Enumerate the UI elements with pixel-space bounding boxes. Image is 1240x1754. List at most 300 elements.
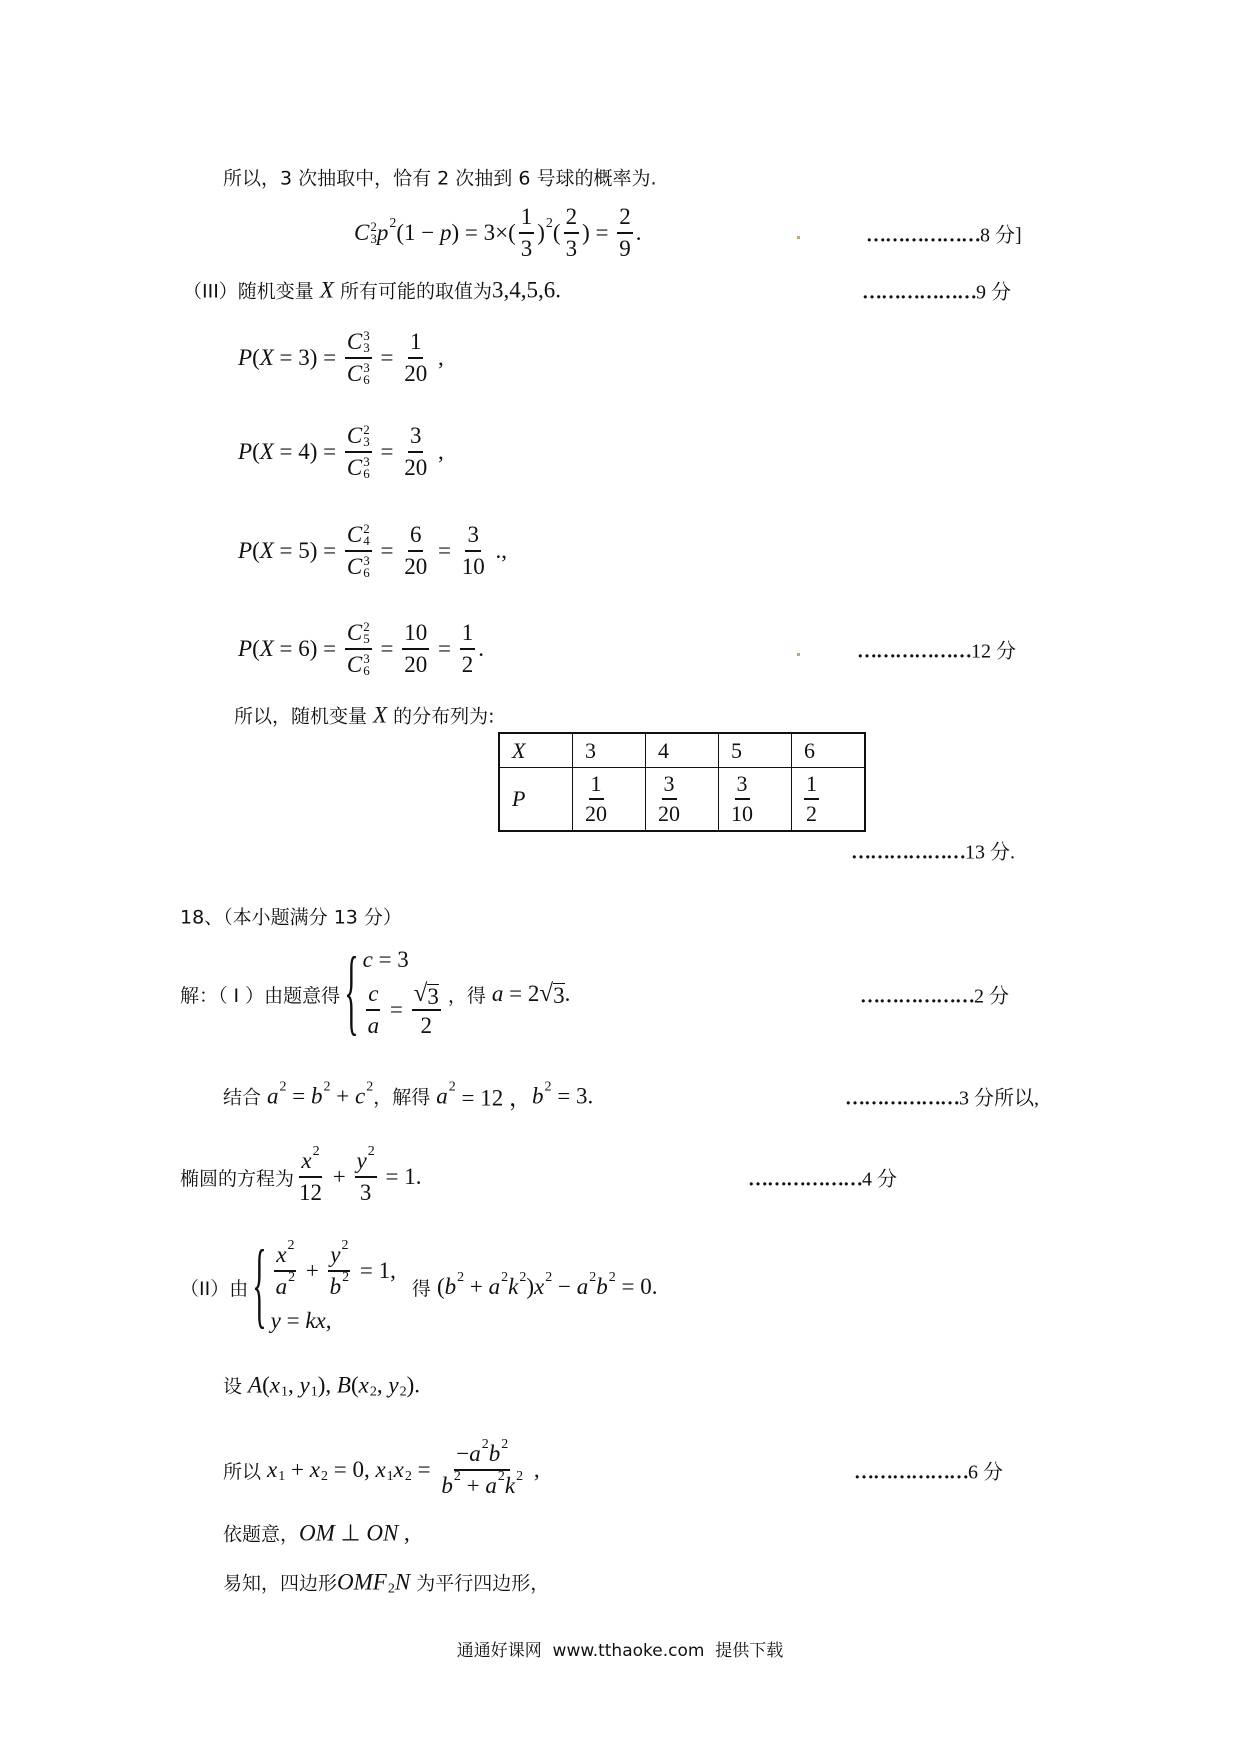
denominator: 20	[585, 801, 607, 826]
math-text: =	[374, 538, 400, 563]
math-text: ,	[398, 1520, 410, 1545]
superscript: 2	[544, 1079, 552, 1094]
fraction	[460, 520, 487, 582]
square-root	[414, 979, 439, 1009]
subscript: 1	[386, 1469, 394, 1484]
math-text: 3	[359, 1180, 372, 1205]
math-text: (	[252, 538, 260, 563]
prob-x6	[238, 618, 484, 680]
superscript: 2	[287, 1238, 295, 1253]
numerator	[617, 202, 633, 234]
math-variable: OMF	[337, 1569, 387, 1594]
solution-part-ii	[180, 1232, 658, 1339]
superscript: 2	[363, 422, 370, 437]
math-text: = 3.	[551, 1083, 594, 1108]
fraction	[345, 618, 372, 680]
math-text: =	[411, 1457, 437, 1482]
score-text: 3 分所以,	[959, 1087, 1039, 1110]
prob-x5	[238, 520, 507, 582]
fraction	[402, 520, 429, 582]
prob-x3	[238, 327, 444, 389]
system-row	[271, 1240, 396, 1302]
subscript: 1	[281, 1384, 288, 1399]
system-rows	[363, 947, 444, 1041]
score-dots: ………………	[866, 224, 980, 247]
math-text: ,	[432, 439, 444, 464]
score-9	[862, 276, 1011, 305]
numerator	[355, 1146, 377, 1178]
math-variable: a	[367, 1013, 380, 1038]
superscript: 2	[516, 1469, 524, 1484]
fraction	[297, 1146, 324, 1208]
denominator	[402, 552, 429, 582]
math-text: = 1,	[354, 1258, 396, 1283]
math-text: =	[374, 439, 400, 464]
math-text: =	[286, 1083, 312, 1108]
subscript: 6	[363, 663, 370, 678]
text: 为平行四边形，	[410, 1572, 550, 1595]
subscript: 2	[404, 1469, 412, 1484]
superscript: 2	[288, 1270, 296, 1285]
superscript: 2	[448, 1079, 456, 1094]
table-header-cell: 4	[646, 733, 719, 768]
text: 设	[223, 1375, 249, 1398]
score-dots: ………………	[748, 1168, 862, 1191]
numerator: 3	[735, 770, 750, 800]
math-variable: b	[488, 1441, 501, 1466]
math-text: = 2	[503, 981, 540, 1006]
fraction	[658, 770, 680, 828]
superscript: 3	[363, 328, 370, 343]
math-variable: C	[346, 361, 363, 386]
table-header-cell	[499, 733, 573, 768]
math-text: +	[464, 1274, 489, 1299]
equation-system	[344, 939, 444, 1046]
denominator	[519, 234, 535, 264]
subscript: 2	[399, 1384, 407, 1399]
numerator: 1	[589, 770, 604, 800]
math-variable: b	[311, 1083, 323, 1108]
table-cell	[646, 768, 719, 832]
math-variable: b	[532, 1083, 544, 1108]
numerator	[564, 202, 580, 234]
math-text: .	[564, 981, 571, 1006]
table-cell	[499, 768, 573, 832]
subscript: 2	[320, 1469, 328, 1484]
math-variable: y	[356, 1148, 367, 1173]
math-text: = 4) =	[273, 439, 342, 464]
denominator	[345, 359, 372, 389]
math-text: 20	[404, 455, 428, 480]
numerator	[345, 618, 372, 650]
denominator	[345, 453, 372, 483]
subscript: 6	[363, 466, 370, 481]
math-text: (	[262, 1372, 270, 1397]
math-text: −	[552, 1274, 577, 1299]
superscript: 2	[519, 1270, 527, 1285]
sup-sub	[363, 523, 370, 547]
numerator: 3	[662, 770, 677, 800]
math-variable: ON	[366, 1520, 399, 1545]
sup-sub	[363, 653, 370, 677]
superscript: 2	[608, 1270, 616, 1285]
system-row	[271, 1308, 396, 1334]
denominator	[460, 650, 476, 680]
math-variable: kx	[305, 1308, 326, 1333]
math-text: ,	[376, 1372, 389, 1397]
superscript: 2	[366, 1079, 374, 1094]
math-text: 3	[467, 522, 479, 547]
fraction	[274, 1240, 298, 1302]
math-text: 2	[420, 1013, 432, 1038]
numerator	[402, 618, 429, 650]
subscript: 5	[363, 631, 370, 646]
math-text: 6	[409, 522, 422, 547]
math-variable: C	[346, 652, 363, 677]
text: 的分布列为:	[387, 705, 495, 728]
superscript: 2	[363, 619, 370, 634]
math-variable: a	[491, 981, 504, 1006]
superscript: 2	[341, 1238, 349, 1253]
math-variable: B	[336, 1372, 351, 1397]
math-variable: y	[270, 1308, 281, 1333]
sup-sub	[363, 330, 370, 354]
cell-text: P	[512, 786, 526, 811]
denominator	[358, 1178, 374, 1208]
math-variable: X	[259, 439, 274, 464]
numerator: 1	[804, 770, 819, 800]
math-variable: b	[441, 1473, 453, 1498]
square-root	[539, 980, 564, 1008]
math-text: 10	[404, 620, 428, 645]
score-8	[866, 219, 1022, 248]
distribution-table	[498, 732, 866, 832]
fraction	[345, 520, 372, 582]
superscript: 2	[545, 216, 553, 231]
math-variable: C	[354, 220, 370, 245]
superscript: 3	[363, 454, 370, 469]
scan-speck	[797, 236, 800, 239]
superscript: 2	[589, 1270, 597, 1285]
superscript: 2	[497, 1469, 505, 1484]
math-text: ,	[288, 1372, 300, 1397]
math-variable: C	[346, 423, 363, 448]
math-variable: P	[238, 538, 253, 563]
fraction	[439, 1439, 525, 1501]
superscript: 2	[363, 521, 370, 536]
math-text: 2	[461, 652, 474, 677]
superscript: 3	[363, 553, 370, 568]
text: 所有可能的取值为	[333, 280, 492, 303]
math-text: 20	[404, 361, 428, 386]
superscript: 2	[389, 216, 397, 231]
math-variable: a	[267, 1083, 279, 1108]
numerator	[519, 202, 535, 234]
score-dots: ………………	[854, 1461, 968, 1484]
math-text: +	[300, 1258, 325, 1283]
denominator	[439, 1471, 525, 1501]
math-text: =	[280, 1308, 306, 1333]
score-text: 13 分.	[965, 841, 1015, 864]
text: 所以	[223, 1460, 268, 1483]
parallelogram-line	[223, 1569, 549, 1596]
math-variable: C	[346, 620, 363, 645]
score-text: 6 分	[968, 1461, 1003, 1484]
denominator	[345, 552, 372, 582]
fraction	[345, 327, 372, 389]
superscript: 2	[342, 1270, 350, 1285]
superscript: 2	[481, 1437, 489, 1452]
score-text: 12 分	[971, 640, 1016, 663]
math-text: +	[330, 1083, 356, 1108]
denominator	[402, 359, 429, 389]
fraction	[355, 1146, 377, 1208]
math-variable: b	[596, 1274, 608, 1299]
denominator	[460, 552, 487, 582]
math-variable: a	[436, 1083, 448, 1108]
math-variable: a	[488, 1274, 501, 1299]
math-text: (1 −	[396, 220, 440, 245]
text: 依题意，	[223, 1523, 300, 1546]
radicand: 3	[553, 983, 565, 1008]
denominator	[366, 1011, 382, 1041]
denominator: 10	[731, 801, 753, 826]
numerator	[460, 618, 476, 650]
system-row	[363, 947, 444, 973]
math-text: ).	[406, 1372, 420, 1397]
math-variable: x	[269, 1372, 280, 1397]
numerator	[299, 1146, 321, 1178]
score-dots: ………………	[860, 985, 974, 1008]
text: 椭圆的方程为	[180, 1167, 295, 1190]
math-variable: P	[238, 439, 253, 464]
math-variable: c	[355, 1083, 366, 1108]
radical-sign-icon: √	[413, 980, 428, 1007]
fraction	[402, 327, 429, 389]
math-text: =	[432, 538, 457, 563]
math-text: =	[432, 636, 457, 661]
table-header-cell: 6	[792, 733, 866, 768]
fraction	[402, 618, 429, 680]
numerator	[408, 327, 424, 359]
fraction	[345, 421, 372, 483]
score-text: 9 分	[976, 281, 1011, 304]
fraction	[731, 770, 753, 828]
combine-line	[223, 1080, 593, 1113]
text: 18、（本小题满分 13 分）	[180, 906, 402, 929]
numerator	[366, 979, 380, 1011]
text: 所以，随机变量	[234, 705, 374, 728]
math-text: = 12 ，	[455, 1085, 533, 1111]
math-text: 20	[404, 554, 428, 579]
score-dots: ………………	[857, 640, 971, 663]
numerator	[345, 421, 372, 453]
math-text: .	[635, 220, 642, 245]
superscript: 2	[279, 1079, 287, 1094]
text: 易知，四边形	[223, 1572, 338, 1595]
brace-icon: {	[252, 1232, 267, 1339]
math-variable: p	[439, 220, 452, 245]
math-variable: P	[238, 345, 253, 370]
math-variable: X	[319, 277, 334, 302]
sup-sub	[363, 424, 370, 448]
numerator	[412, 979, 441, 1011]
score-dots: ………………	[862, 281, 976, 304]
superscript: 2	[370, 219, 377, 234]
binomial-formula	[354, 202, 641, 264]
system-row	[363, 979, 444, 1041]
math-text: ⊥	[334, 1520, 367, 1545]
math-variable: A	[248, 1372, 263, 1397]
denominator	[328, 1272, 352, 1302]
score-4	[748, 1163, 897, 1192]
fraction	[412, 979, 441, 1041]
text: （II）由	[180, 1277, 249, 1300]
math-variable: p	[376, 220, 389, 245]
math-text: ,	[528, 1457, 540, 1482]
subscript: 6	[363, 372, 370, 387]
text: （III）随机变量	[183, 280, 320, 303]
denominator	[402, 453, 429, 483]
math-variable: x	[534, 1274, 545, 1299]
score-6	[854, 1456, 1003, 1485]
math-variable: c	[368, 981, 379, 1006]
prob-x4	[238, 421, 444, 483]
score-2	[860, 980, 1009, 1009]
math-variable: C	[346, 522, 363, 547]
math-variable: a	[485, 1473, 497, 1498]
table-header-cell: 3	[573, 733, 646, 768]
math-text: = 3) =	[273, 345, 342, 370]
fraction	[564, 202, 580, 264]
fraction	[460, 618, 476, 680]
math-variable: C	[346, 554, 363, 579]
math-text: ,	[432, 345, 444, 370]
fraction	[328, 1240, 352, 1302]
subscript: 2	[387, 1581, 395, 1596]
text: 所以，3 次抽取中，恰有 2 次抽到 6 号球的概率为.	[223, 167, 657, 190]
math-text: 20	[404, 652, 428, 677]
score-text: 4 分	[862, 1168, 897, 1191]
math-variable: x	[267, 1457, 278, 1482]
solution-part-i	[180, 939, 571, 1046]
numerator	[408, 520, 424, 552]
math-variable: a	[275, 1274, 288, 1299]
math-variable: a	[576, 1274, 589, 1299]
table-row	[499, 733, 865, 768]
math-variable: C	[346, 455, 363, 480]
math-text: +	[285, 1457, 310, 1482]
numerator	[345, 327, 372, 359]
fraction	[519, 202, 535, 264]
sup-sub	[363, 555, 370, 579]
score-text: 8 分]	[980, 224, 1022, 247]
question-18-heading	[180, 903, 402, 930]
math-text: 9	[619, 236, 631, 261]
numerator	[465, 520, 481, 552]
set-points	[223, 1372, 420, 1399]
math-text: (	[350, 1372, 359, 1397]
table-row	[499, 768, 865, 832]
system-rows	[271, 1240, 396, 1334]
equation-system	[252, 1232, 396, 1339]
score-text: 2 分	[974, 985, 1009, 1008]
math-text: −	[456, 1441, 470, 1466]
math-variable: a	[469, 1441, 481, 1466]
math-text: = 3	[372, 947, 409, 972]
sup-sub	[363, 456, 370, 480]
math-variable: X	[259, 345, 274, 370]
table-cell	[792, 768, 866, 832]
subscript: 4	[363, 533, 370, 548]
math-variable: X	[259, 636, 274, 661]
fraction	[402, 421, 429, 483]
math-text: 3	[409, 423, 422, 448]
math-variable: b	[444, 1274, 457, 1299]
math-text: ) =	[582, 220, 615, 245]
subscript: 3	[363, 434, 370, 449]
superscript: 2	[312, 1144, 320, 1159]
math-text: +	[460, 1473, 486, 1498]
text: 结合	[223, 1086, 268, 1109]
score-3	[845, 1082, 1039, 1111]
radical-sign-icon: √	[539, 980, 554, 1007]
denominator	[418, 1011, 434, 1041]
superscript: 3	[363, 360, 370, 375]
superscript: 2	[545, 1270, 553, 1285]
text: 解：（ I ）由题意得	[180, 984, 341, 1007]
sup-sub	[363, 362, 370, 386]
math-variable: k	[504, 1473, 516, 1498]
denominator: 2	[806, 801, 817, 826]
math-variable: y	[330, 1242, 341, 1267]
math-variable: x	[393, 1457, 404, 1482]
fraction	[804, 770, 819, 828]
part-iii-intro	[183, 277, 561, 304]
superscript: 2	[501, 1437, 509, 1452]
math-variable: C	[346, 329, 363, 354]
score-dots: ………………	[845, 1087, 959, 1110]
math-text: ) = 3×(	[451, 220, 516, 245]
score-dots: ………………	[851, 841, 965, 864]
math-variable: OM	[299, 1520, 335, 1545]
sup-sub	[363, 621, 370, 645]
math-text: )	[526, 1274, 535, 1299]
text: ，解得	[373, 1086, 437, 1109]
numerator	[408, 421, 424, 453]
math-text: 2	[619, 204, 631, 229]
math-variable: P	[238, 636, 253, 661]
math-variable: x	[301, 1148, 312, 1173]
math-variable: k	[508, 1274, 519, 1299]
table-cell	[573, 768, 646, 832]
superscript: 2	[453, 1469, 461, 1484]
math-variable: x	[375, 1457, 386, 1482]
math-text: .	[478, 636, 484, 661]
denominator	[617, 234, 633, 264]
fraction	[366, 979, 382, 1041]
score-13	[851, 836, 1015, 865]
math-text: ),	[317, 1372, 337, 1397]
math-text: 10	[461, 554, 485, 579]
score-12	[857, 635, 1016, 664]
math-text: )	[537, 220, 545, 245]
numerator	[345, 520, 372, 552]
math-text: ,	[325, 1308, 332, 1333]
text: 得	[399, 1277, 437, 1300]
denominator	[564, 234, 580, 264]
footer-watermark: 通通好课网 www.tthaoke.com 提供下载	[456, 1641, 784, 1661]
